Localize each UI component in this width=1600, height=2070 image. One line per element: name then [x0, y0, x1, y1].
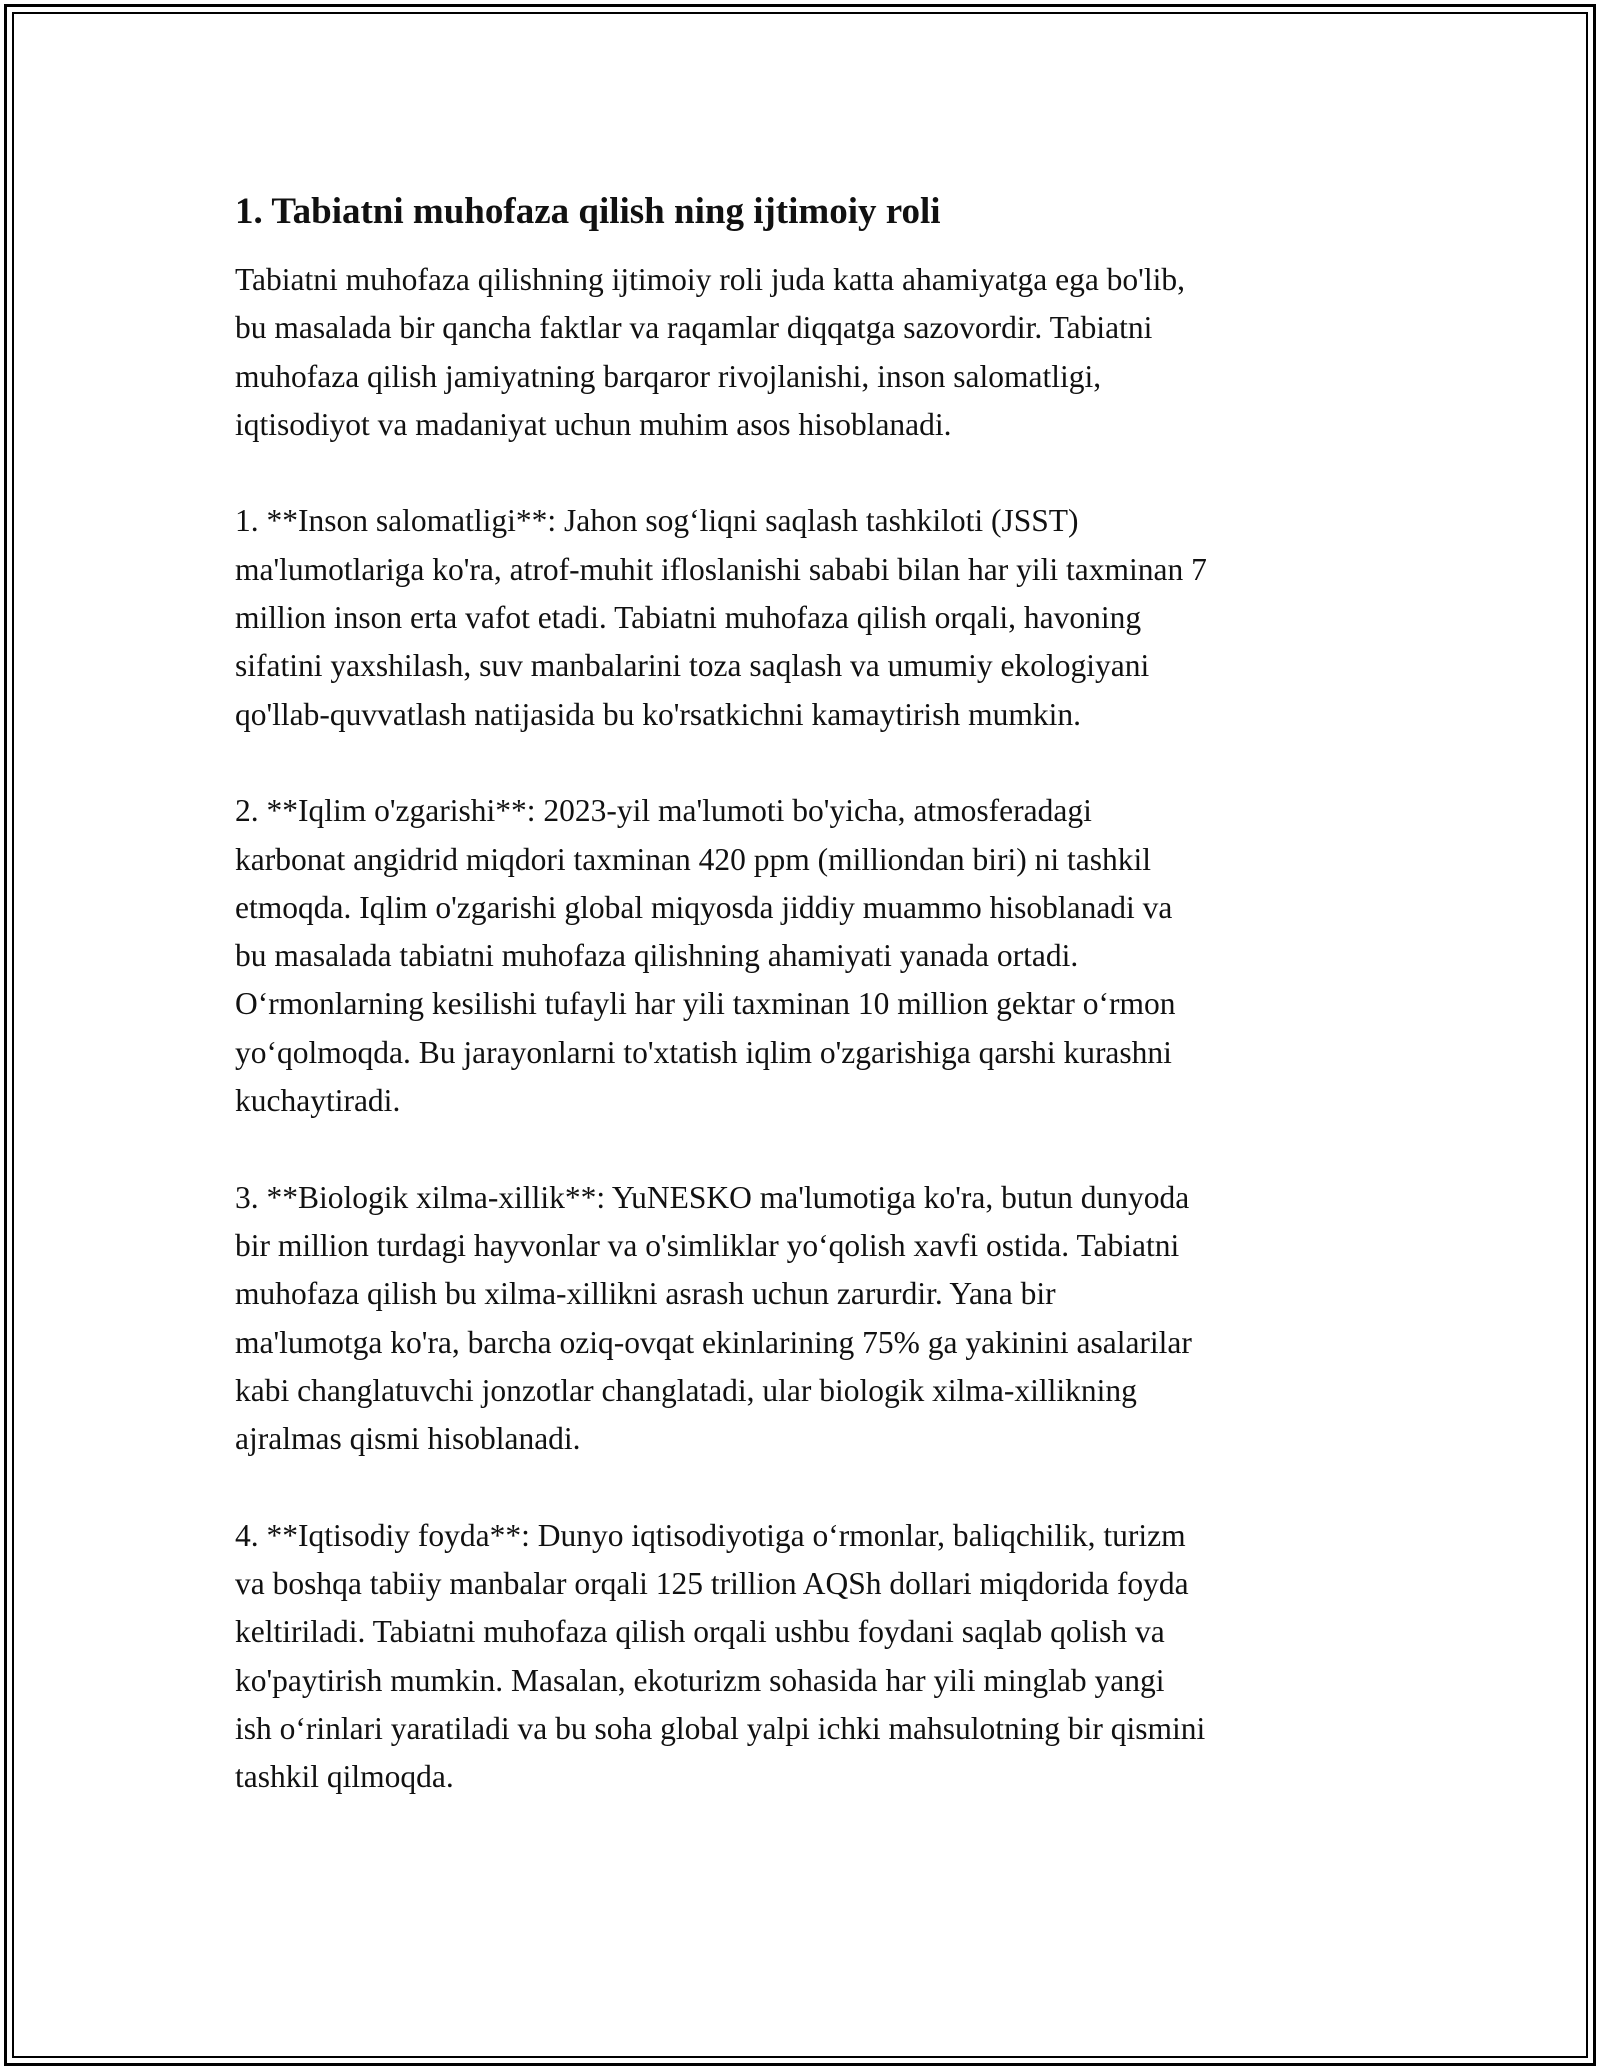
text-line: yo‘qolmoqda. Bu jarayonlarni to'xtatish iqlim o'zgarishiga qarshi kurashni [235, 1034, 1172, 1070]
text-line: bu masalada tabiatni muhofaza qilishning ahamiyati yanada ortadi. [235, 938, 1079, 974]
paragraph-iqlim-ozgarishi [235, 787, 1375, 1125]
text-line: muhofaza qilish bu xilma-xillikni asrash uchun zarurdir. Yana bir [235, 1276, 1056, 1312]
document-title: 1. Tabiatni muhofaza qilish ning ijtimoiy roli [235, 191, 941, 232]
text-line: iqtisodiyot va madaniyat uchun muhim asos hisoblanadi. [235, 406, 952, 442]
text-line: etmoqda. Iqlim o'zgarishi global miqyosda jiddiy muammo hisoblanadi va [235, 889, 1173, 925]
document-body [235, 186, 1375, 1850]
text-line: sifatini yaxshilash, suv manbalarini toza saqlash va umumiy ekologiyani [235, 648, 1150, 684]
text-line: kuchaytiradi. [235, 1083, 401, 1119]
text-line: ko'paytirish mumkin. Masalan, ekoturizm sohasida har yili minglab yangi [235, 1662, 1165, 1698]
text-line: 1. **Inson salomatligi**: Jahon sog‘liqni saqlash tashkiloti (JSST) [235, 503, 1079, 539]
text-line: ish o‘rinlari yaratiladi va bu soha global yalpi ichki mahsulotning bir qismini [235, 1710, 1206, 1746]
text-line: qo'llab-quvvatlash natijasida bu ko'rsatkichni kamaytirish mumkin. [235, 696, 1081, 732]
text-line: tashkil qilmoqda. [235, 1759, 454, 1795]
text-line: bir million turdagi hayvonlar va o'simliklar yo‘qolish xavfi ostida. Tabiatni [235, 1227, 1180, 1263]
text-line: kabi changlatuvchi jonzotlar changlatadi, ular biologik xilma-xillikning [235, 1372, 1137, 1408]
text-line: va boshqa tabiiy manbalar orqali 125 trillion AQSh dollari miqdorida foyda [235, 1566, 1189, 1602]
text-line: keltiriladi. Tabiatni muhofaza qilish orqali ushbu foydani saqlab qolish va [235, 1614, 1165, 1650]
text-line: million inson erta vafot etadi. Tabiatni muhofaza qilish orqali, havoning [235, 600, 1142, 636]
text-line: ma'lumotga ko'ra, barcha oziq-ovqat ekinlarining 75% ga yakinini asalarilar [235, 1324, 1192, 1360]
text-line: O‘rmonlarning kesilishi tufayli har yili taxminan 10 million gektar o‘rmon [235, 986, 1176, 1022]
text-line: muhofaza qilish jamiyatning barqaror rivojlanishi, inson salomatligi, [235, 358, 1102, 394]
text-line: karbonat angidrid miqdori taxminan 420 ppm (milliondan biri) ni tashkil [235, 841, 1151, 877]
text-line: Tabiatni muhofaza qilishning ijtimoiy roli juda katta ahamiyatga ega bo'lib, [235, 262, 1185, 297]
paragraph-iqtisodiy-foyda [235, 1512, 1375, 1802]
paragraph-biologik-xilma-xillik [235, 1174, 1375, 1464]
text-line: bu masalada bir qancha faktlar va raqamlar diqqatga sazovordir. Tabiatni [235, 310, 1153, 346]
text-line: 3. **Biologik xilma-xillik**: YuNESKO ma'lumotiga ko'ra, butun dunyoda [235, 1179, 1190, 1215]
text-line: 2. **Iqlim o'zgarishi**: 2023-yil ma'lumoti bo'yicha, atmosferadagi [235, 793, 1092, 829]
text-line: 4. **Iqtisodiy foyda**: Dunyo iqtisodiyotiga o‘rmonlar, baliqchilik, turizm [235, 1517, 1186, 1553]
paragraph-inson-salomatligi [235, 497, 1375, 738]
text-line: ma'lumotlariga ko'ra, atrof-muhit ifloslanishi sababi bilan har yili taxminan 7 [235, 551, 1207, 587]
text-line: ajralmas qismi hisoblanadi. [235, 1421, 581, 1457]
paragraph-intro [235, 256, 1375, 449]
